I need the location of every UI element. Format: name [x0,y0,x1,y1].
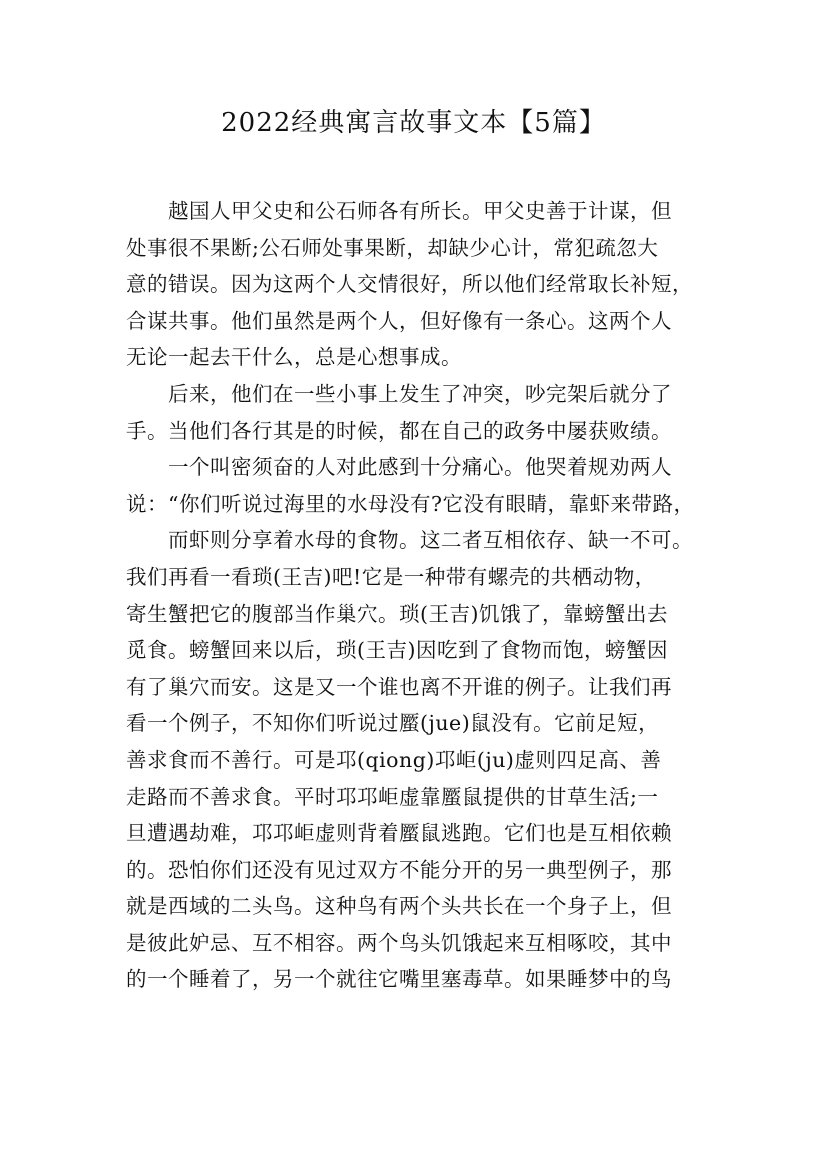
text-line: 后来，他们在一些小事上发生了冲突，吵完架后就分了 [168,381,672,406]
text-line: 旦遭遇劫难，邛邛岠虚则背着蟨鼠逃跑。它们也是互相依赖 [126,821,672,846]
text-line: 合谋共事。他们虽然是两个人，但好像有一条心。这两个人 [126,308,672,333]
text-line: 处事很不果断;公石师处事果断，却缺少心计，常犯疏忽大 [126,235,659,260]
text-line: 看一个例子，不知你们听说过蟨(jue)鼠没有。它前足短， [126,711,660,736]
text-line: 手。当他们各行其是的时候，都在自己的政务中屡获败绩。 [126,418,672,443]
text-line: 一个叫密须奋的人对此感到十分痛心。他哭着规劝两人 [168,455,672,480]
text-line: 善求食而不善行。可是邛(qiong)邛岠(ju)虚则四足高、善 [126,747,662,772]
text-line: 寄生蟹把它的腹部当作巢穴。琐(王吉)饥饿了，靠螃蟹出去 [126,601,668,626]
text-line: 我们再看一看琐(王吉)吧!它是一种带有螺壳的共栖动物， [126,564,656,589]
text-line: 无论一起去干什么，总是心想事成。 [126,345,462,370]
text-line: 的一个睡着了，另一个就往它嘴里塞毒草。如果睡梦中的鸟 [126,967,672,992]
text-line: 是彼此妒忌、互不相容。两个鸟头饥饿起来互相啄咬，其中 [126,930,672,955]
text-line: 觅食。螃蟹回来以后，琐(王吉)因吃到了食物而饱，螃蟹因 [126,638,668,663]
text-line: 的。恐怕你们还没有见过双方不能分开的另一典型例子，那 [126,857,672,882]
text-line: 意的错误。因为这两个人交情很好，所以他们经常取长补短， [126,272,693,297]
text-line: 说：“你们听说过海里的水母没有?它没有眼睛，靠虾来带路， [126,491,695,516]
text-line: 越国人甲父史和公石师各有所长。甲父史善于计谋，但 [168,199,672,223]
text-line: 而虾则分享着水母的食物。这二者互相依存、缺一不可。 [168,528,693,553]
text-line: 有了巢穴而安。这是又一个谁也离不开谁的例子。让我们再 [126,674,672,699]
document-title: 2022经典寓言故事文本【5篇】 [221,108,606,138]
document-body [126,193,706,998]
text-line: 就是西域的二头鸟。这种鸟有两个头共长在一个身子上，但 [126,894,672,919]
text-line: 走路而不善求食。平时邛邛岠虚靠蟨鼠提供的甘草生活;一 [126,784,659,809]
